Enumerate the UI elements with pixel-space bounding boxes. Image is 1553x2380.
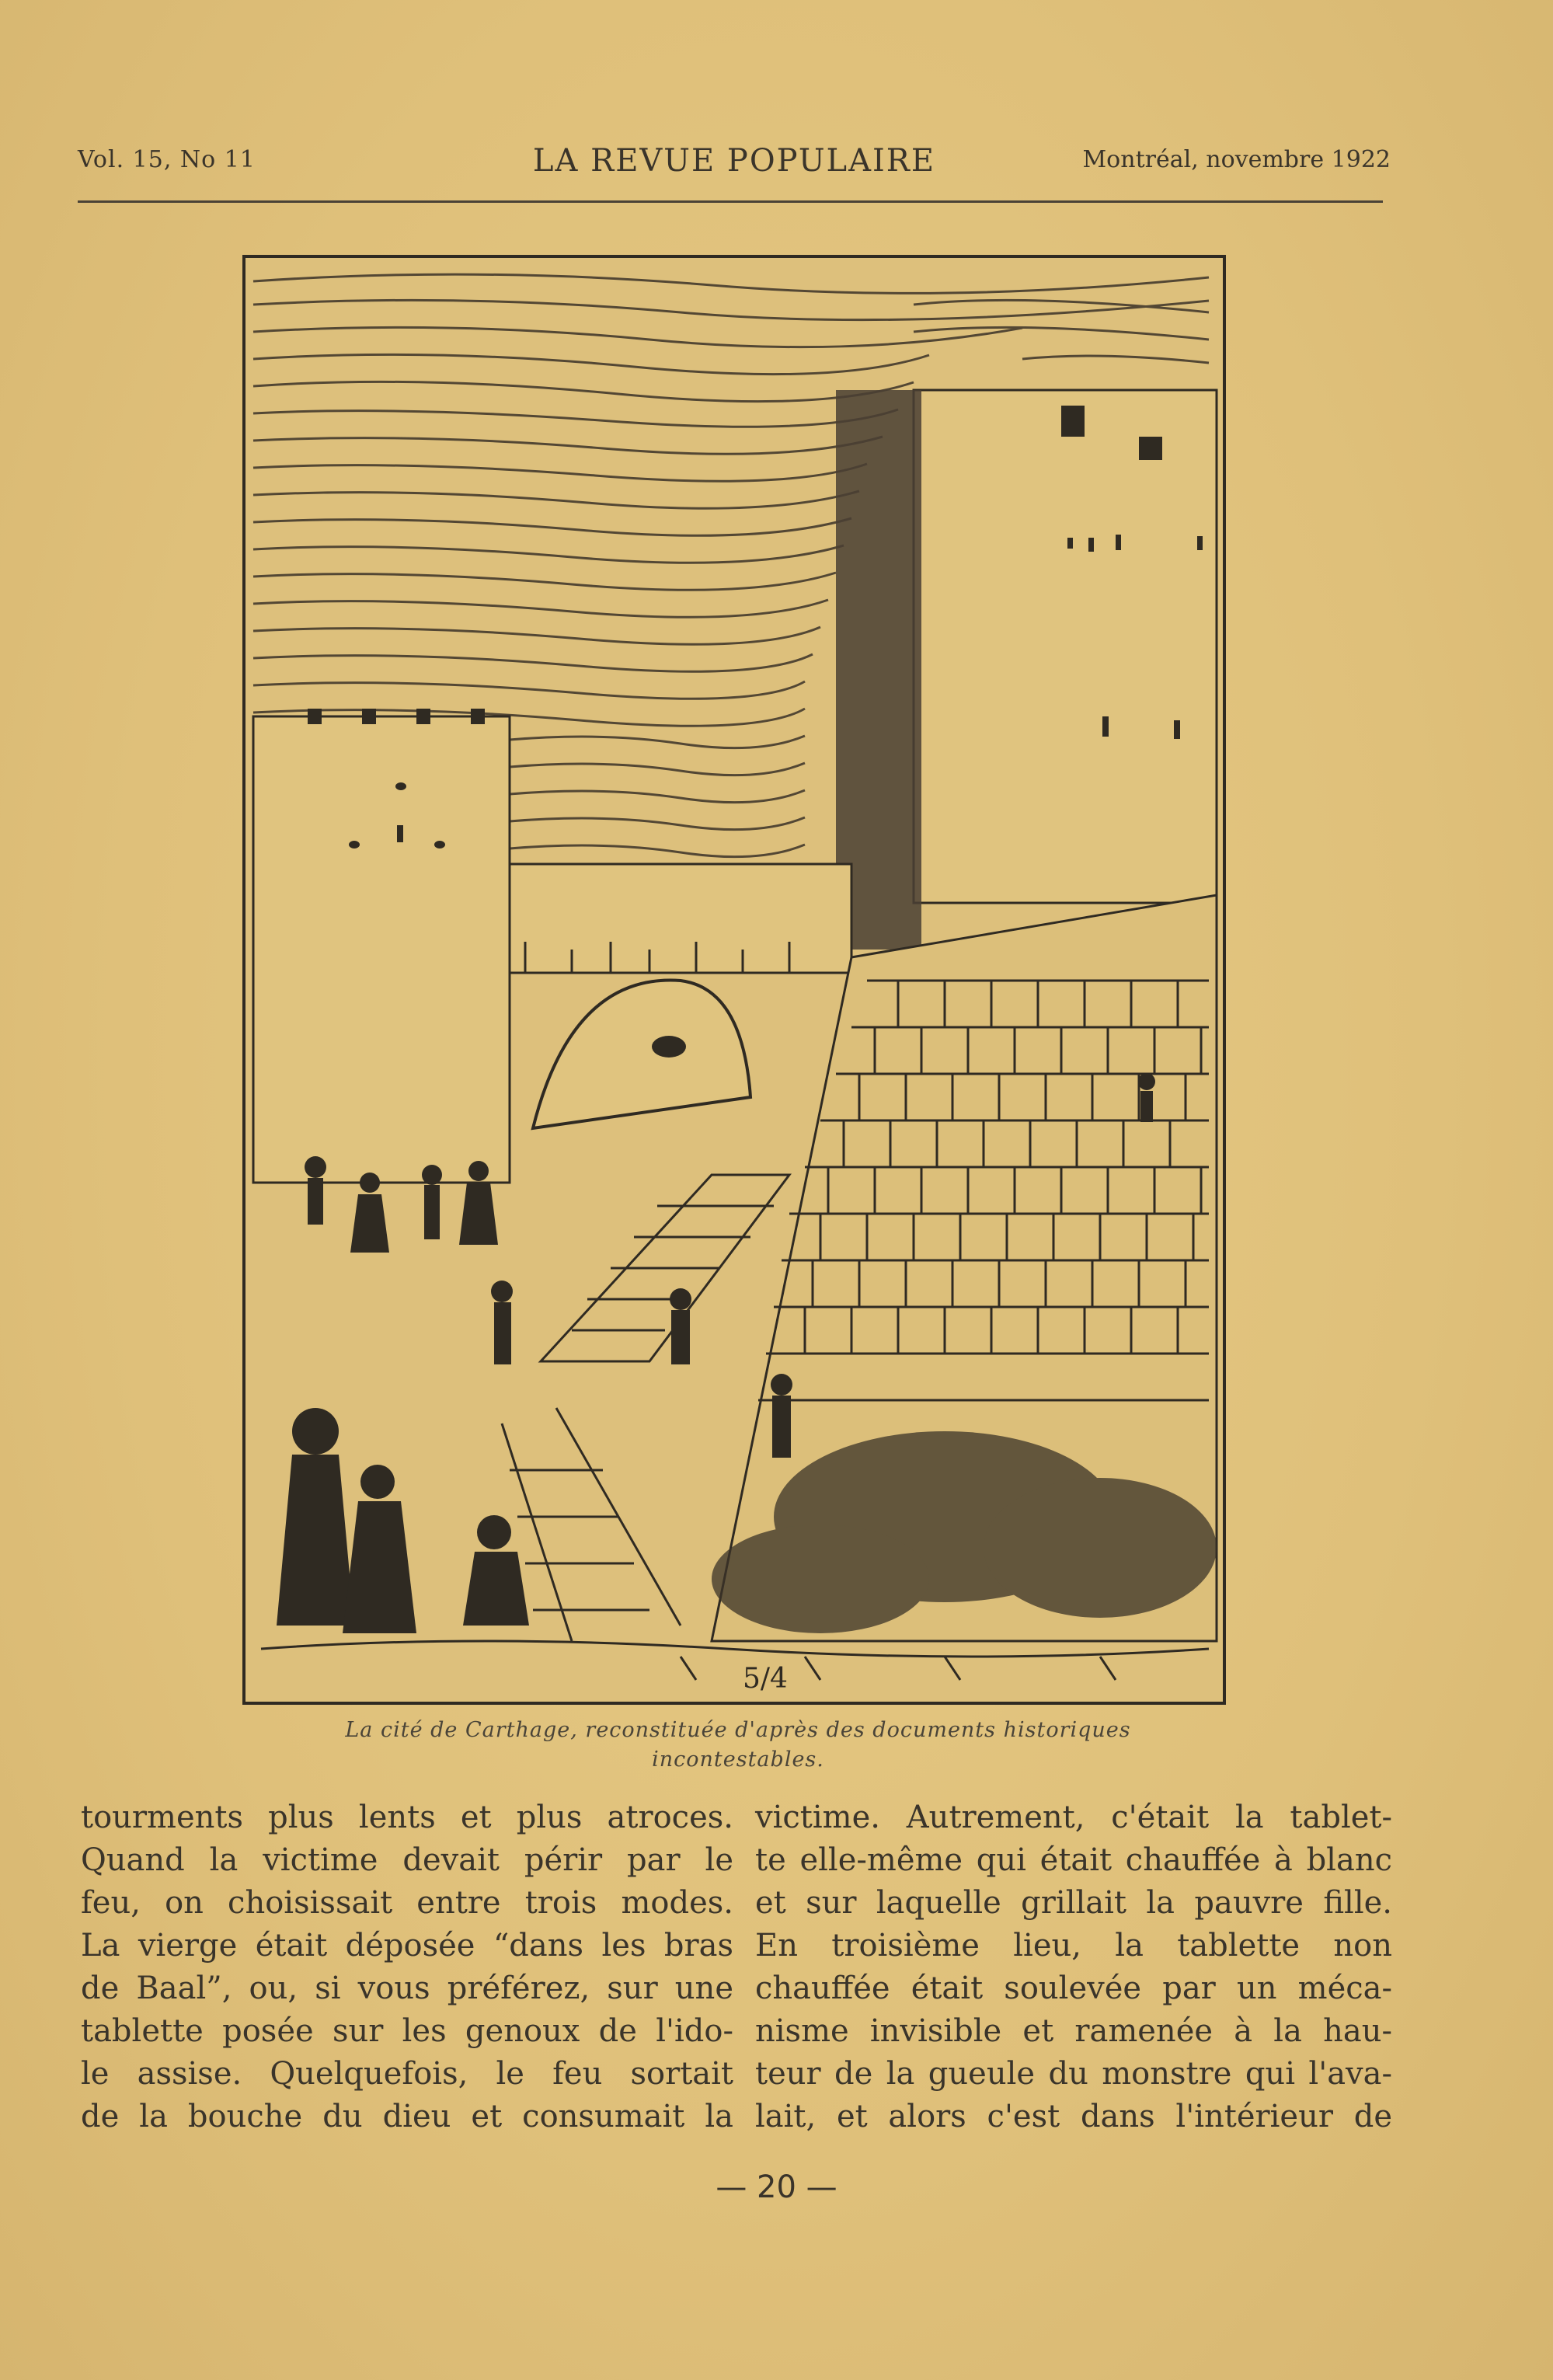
paragraph-line: lait, et alors c'est dans l'intérieur de [755, 2099, 1392, 2134]
dateline: Montréal, novembre 1922 [1082, 146, 1391, 173]
paragraph-line: teur de la gueule du monstre qui l'ava- [755, 2056, 1392, 2092]
right-tower [914, 390, 1217, 903]
paragraph-line: de la bouche du dieu et consumait la [81, 2099, 733, 2134]
paragraph-line: tourments plus lents et plus atroces. [81, 1800, 733, 1835]
paragraph-line: chauffée était soulevée par un méca- [755, 1971, 1392, 2006]
left-tower [253, 716, 510, 1183]
paragraph-line: La vierge était déposée “dans les bras [81, 1928, 733, 1964]
paragraph-line: nisme invisible et ramenée à la hau- [755, 2013, 1392, 2049]
paragraph-line: Quand la victime devait périr par le [81, 1842, 733, 1878]
paragraph-line: tablette posée sur les genoux de l'ido- [81, 2013, 733, 2049]
text-column-right [755, 1796, 1392, 2138]
paragraph-line: le assise. Quelquefois, le feu sortait [81, 2056, 733, 2092]
paragraph-line: de Baal”, ou, si vous préférez, sur une [81, 1971, 733, 2006]
figure-caption [256, 1716, 1220, 1775]
paragraph-line: feu, on choisissait entre trois modes. [81, 1885, 733, 1921]
distant-buildings [510, 864, 851, 973]
dome [533, 981, 750, 1128]
page-number: — 20 — [716, 2169, 837, 2205]
artist-inscription: 5/4 [743, 1663, 788, 1695]
paragraph-line: et sur laquelle grillait la pauvre fille. [755, 1885, 1392, 1921]
publication-title: LA REVUE POPULAIRE [532, 143, 936, 179]
text-column-left [81, 1796, 733, 2138]
page-header [78, 143, 1391, 185]
paragraph-line: En troisième lieu, la tablette non [755, 1928, 1392, 1964]
caption-line-1: La cité de Carthage, reconstituée d'après des documents historiques [345, 1718, 1131, 1742]
carthage-illustration [242, 255, 1226, 1705]
caption-line-2: incontestables. [652, 1748, 824, 1772]
volume-number: Vol. 15, No 11 [78, 146, 256, 173]
paragraph-line: te elle-même qui était chauffée à blanc [755, 1842, 1392, 1878]
paragraph-line: victime. Autrement, c'était la tablet- [755, 1800, 1392, 1835]
header-rule [78, 200, 1383, 203]
